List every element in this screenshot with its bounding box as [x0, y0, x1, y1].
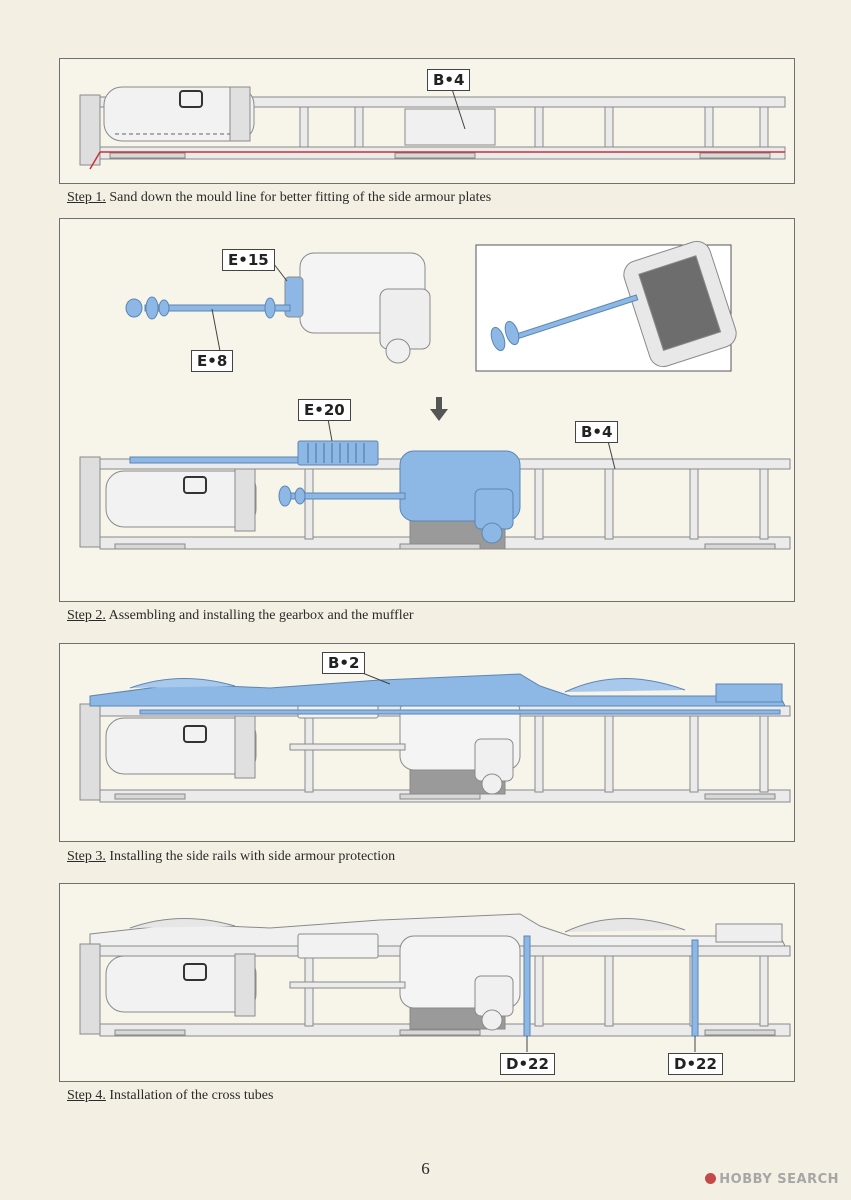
part-label-e20: E•20: [298, 399, 351, 421]
cross-tube-1: [524, 936, 530, 1036]
step-2-number: Step 2.: [67, 608, 106, 623]
page-number: 6: [421, 1159, 430, 1178]
part-label-b2: B•2: [322, 652, 365, 674]
step-3-number: Step 3.: [67, 849, 106, 864]
part-label-b4: B•4: [575, 421, 618, 443]
step-2-text: Assembling and installing the gearbox and the muffler: [108, 608, 414, 623]
part-label-e15: E•15: [222, 249, 275, 271]
step-3-caption: [67, 849, 395, 865]
cross-tube-2: [692, 940, 698, 1036]
muffler: [298, 441, 378, 465]
step-4-number: Step 4.: [67, 1088, 106, 1103]
step-3-illustration: [60, 644, 796, 843]
step-2-panel: [59, 218, 795, 602]
part-label-b4: B•4: [427, 69, 470, 91]
step-1-panel: [59, 58, 795, 184]
step-1-number: Step 1.: [67, 190, 106, 205]
step-3-panel: [59, 643, 795, 842]
step-4-panel: [59, 883, 795, 1082]
step-2-illustration: [60, 219, 796, 603]
step-2-caption: [67, 608, 414, 624]
step-4-text: Installation of the cross tubes: [109, 1088, 274, 1103]
step-4-caption: [67, 1088, 273, 1104]
step-3-text: Installing the side rails with side armour protection: [109, 849, 396, 864]
part-label-d22-2: D•22: [668, 1053, 723, 1075]
step-1-text: Sand down the mould line for better fitting of the side armour plates: [109, 190, 492, 205]
step-1-caption: [67, 190, 491, 206]
part-label-d22-1: D•22: [500, 1053, 555, 1075]
down-arrow-icon: [430, 397, 448, 421]
hobby-search-logo-icon: [705, 1173, 716, 1184]
watermark: [705, 1172, 839, 1187]
watermark-text: HOBBY SEARCH: [719, 1172, 839, 1187]
part-label-e8: E•8: [191, 350, 233, 372]
